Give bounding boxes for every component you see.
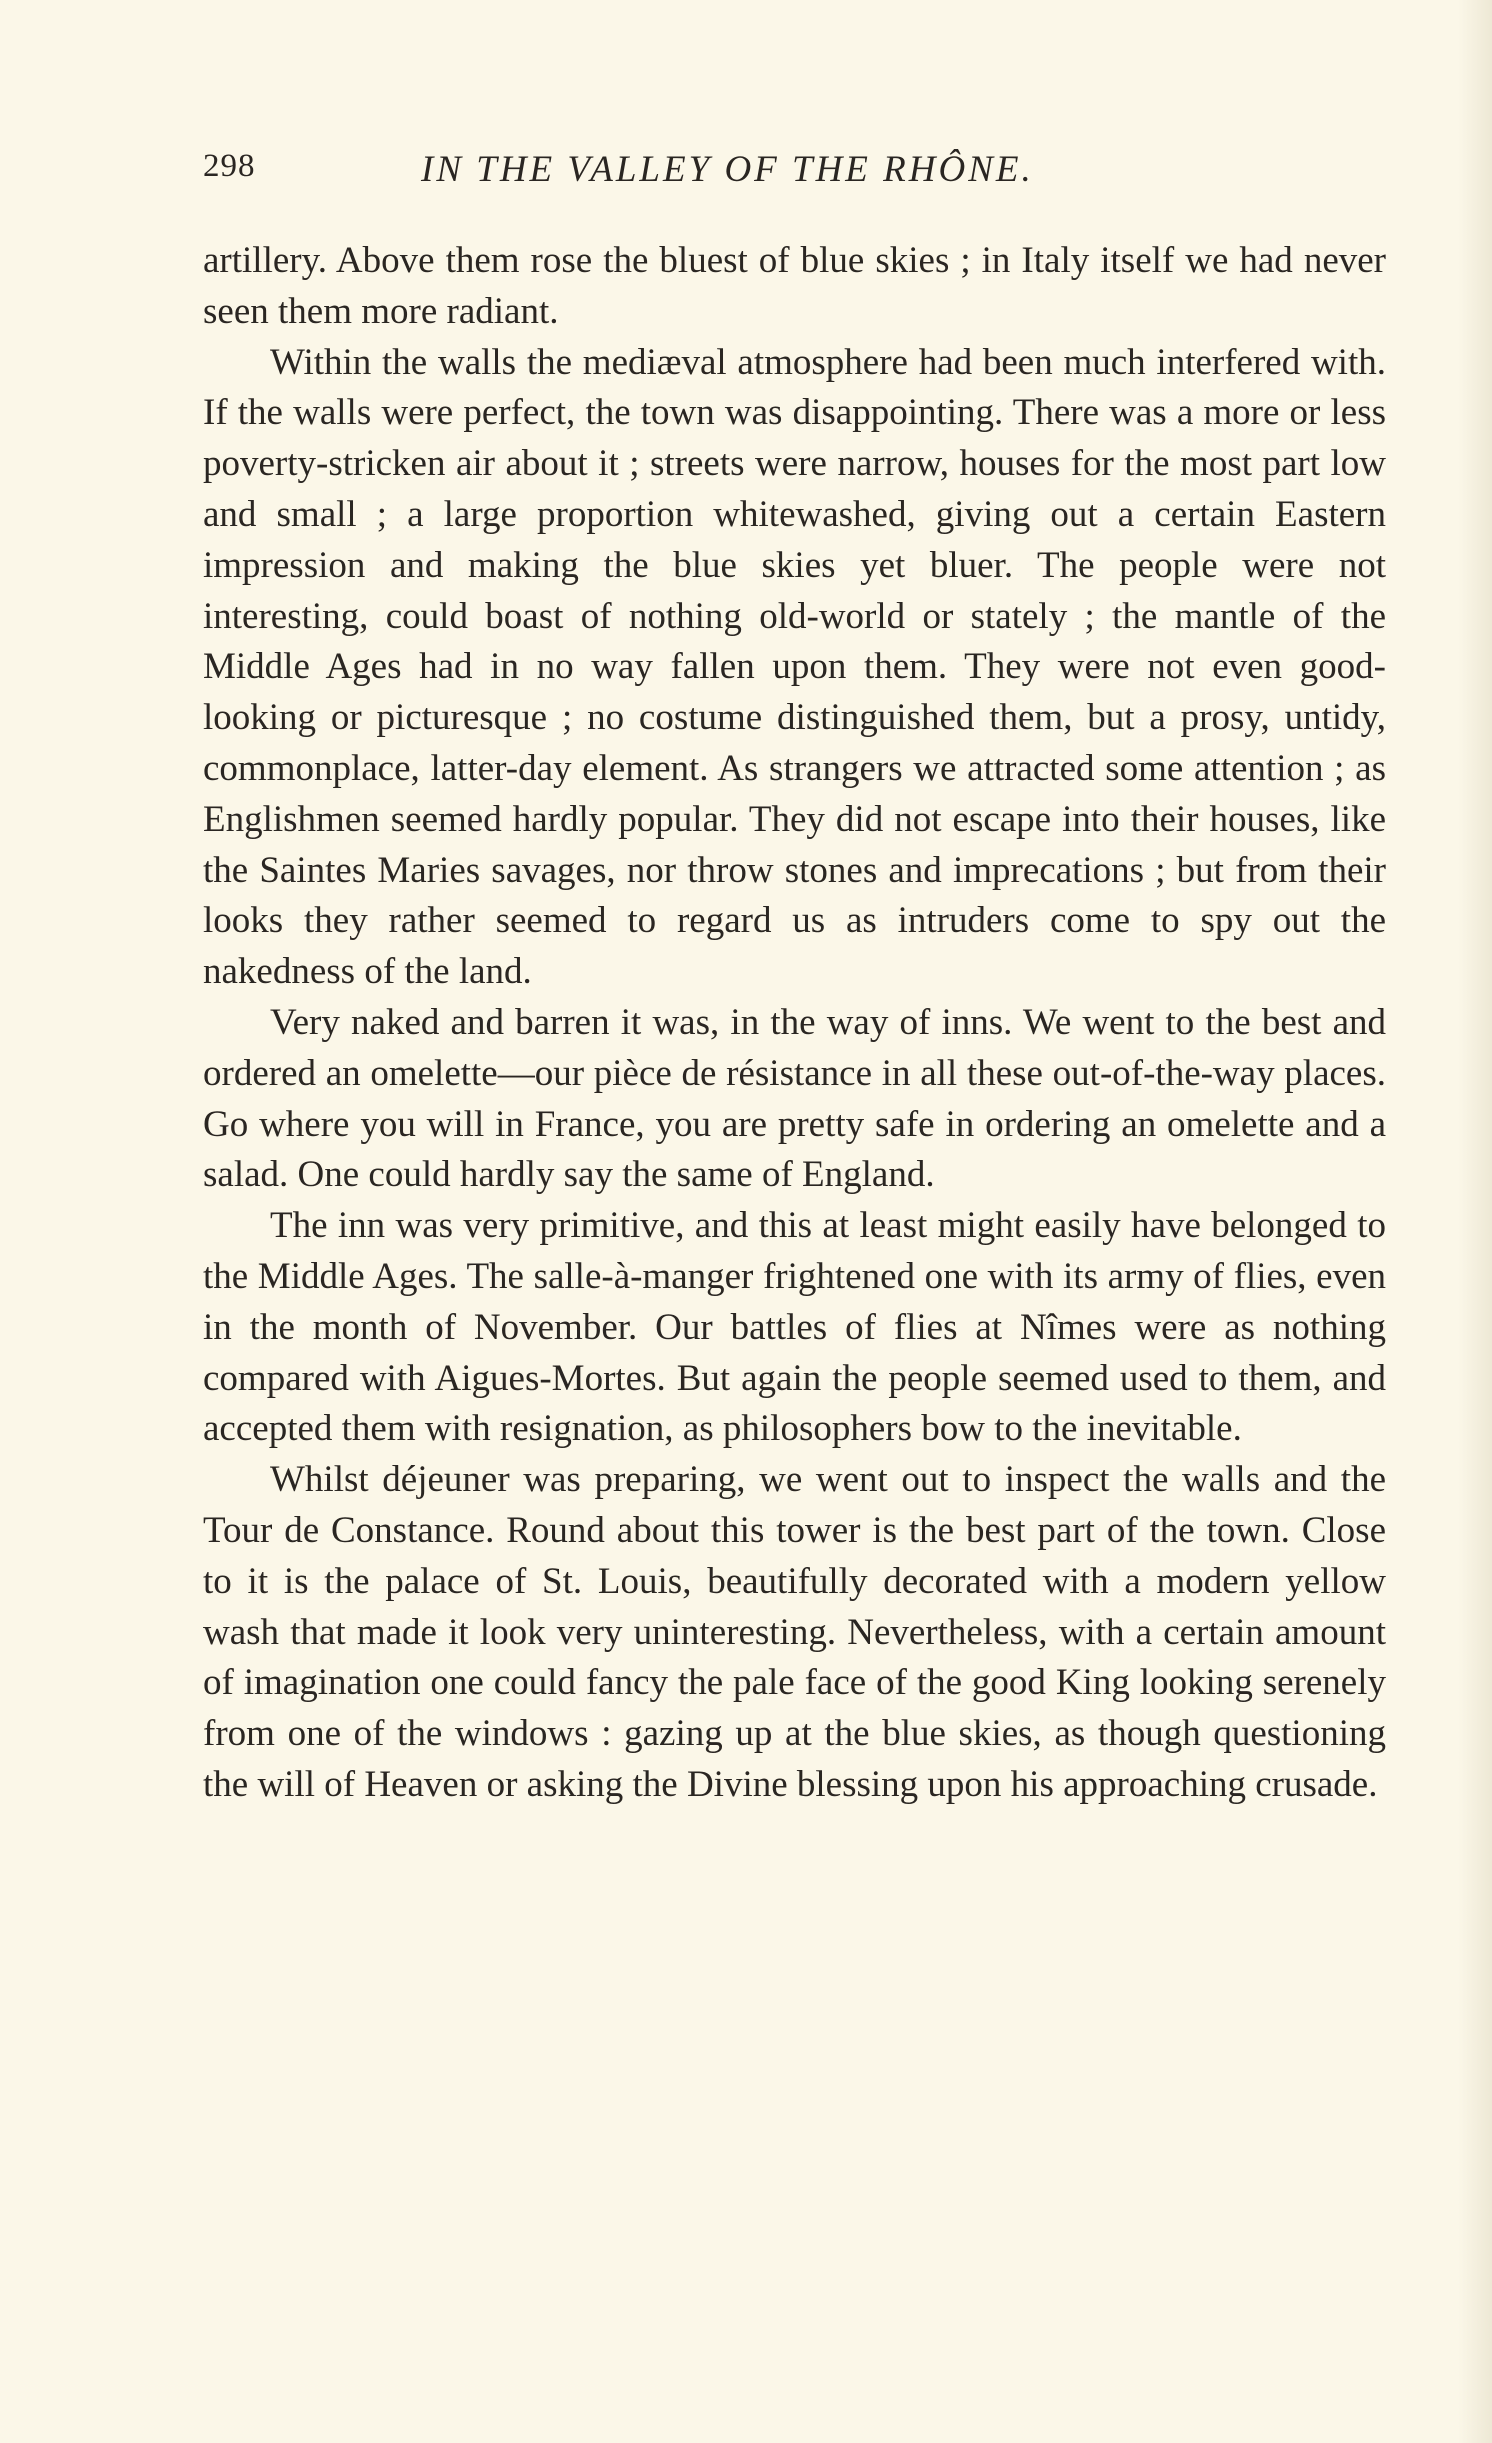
running-head [203,148,1386,198]
paragraph: Whilst déjeuner was preparing, we went out to inspect the walls and the Tour de Constance. Round about this tower is the best part of the town. Close to it is the palace of St. Louis, beautifully decorated with a modern yellow wash that made it look very uninteresting. Nevertheless, with a certain amount of imagination one could fancy the pale face of the good King looking serenely from one of the windows : gazing up at the blue skies, as though questioning the will of Heaven or asking the Divine blessing upon his approaching crusade. [203,1459,1386,1805]
page-number: 298 [203,148,256,184]
page-edge-shadow [1458,0,1492,2443]
paragraph: Very naked and barren it was, in the way of inns. We went to the best and ordered an omelette—our pièce de résistance in all these out-of-the-way places. Go where you will in France, you are pretty safe in ordering an omelette and a salad. One could hardly say the same of England. [203,1001,1386,1196]
paragraph: The inn was very primitive, and this at least might easily have belonged to the Middle Ages. The salle-à-manger frightened one with its army of flies, even in the month of November. Our battles of flies at Nîmes were as nothing compared with Aigues-Mortes. But again the people seemed used to them, and accepted them with resignation, as philosophers bow to the inevitable. [203,1205,1386,1450]
paragraph: Within the walls the mediæval atmosphere had been much interfered with. If the walls were perfect, the town was disappointing. There was a more or less poverty-stricken air about it ; streets were narrow, houses for the most part low and small ; a large proportion whitewashed, giving out a certain Eastern impression and making the blue skies yet bluer. The people were not interesting, could boast of nothing old-world or stately ; the mantle of the Middle Ages had in no way fallen upon them. They were not even good-looking or picturesque ; no costume distinguished them, but a prosy, untidy, commonplace, latter-day element. As strangers we attracted some attention ; as Englishmen seemed hardly popular. They did not escape into their houses, like the Saintes Maries savages, nor throw stones and imprecations ; but from their looks they rather seemed to regard us as intruders come to spy out the nakedness of the land. [203,341,1386,993]
running-title: IN THE VALLEY OF THE RHÔNE. [421,149,1034,190]
paragraph-continued: artillery. Above them rose the bluest of blue skies ; in Italy itself we had never seen them more radiant. [203,240,1386,332]
body-text [203,236,1386,1811]
